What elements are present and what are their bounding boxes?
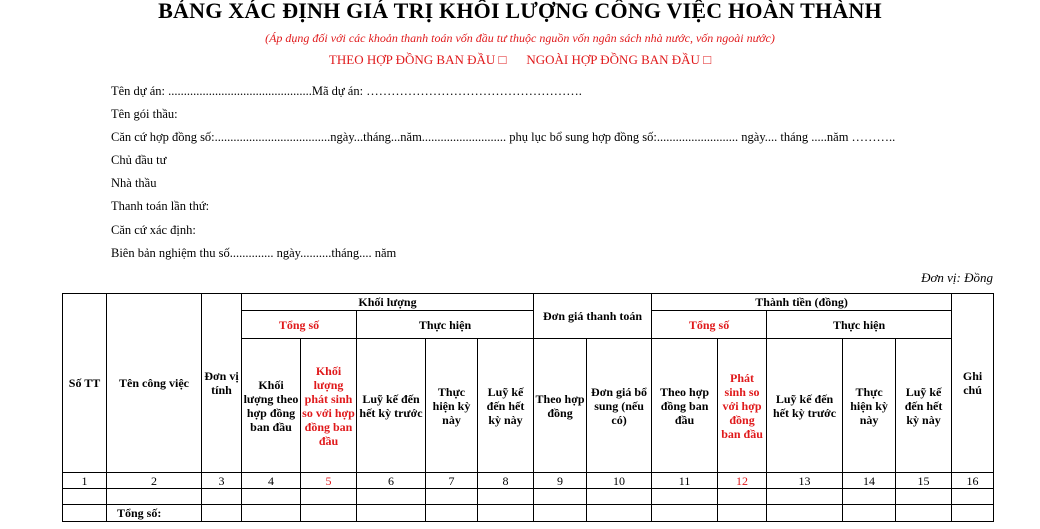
- header-note: Ghi chú: [952, 294, 994, 473]
- contractor-field: Nhà thầu: [111, 176, 157, 190]
- column-number: 11: [652, 473, 718, 489]
- document-subtitle: (Áp dụng đối với các khoản thanh toán vốn đầu tư thuộc nguồn vốn ngân sách nhà nước, vốn ngoài nước): [265, 31, 775, 45]
- investor-field: Chủ đầu tư: [111, 153, 167, 167]
- contract-basis-field: Căn cứ hợp đồng số:.....................................ngày...tháng...năm........................... phụ lục bổ sung hợp đồng số:.......................... ngày.... tháng .....năm ………..: [111, 130, 896, 144]
- header-stt: Số TT: [63, 294, 107, 473]
- header-volume-total: Tổng số: [242, 311, 357, 339]
- column-number: 1: [63, 473, 107, 489]
- currency-unit-note: Đơn vị: Đồng: [921, 270, 993, 285]
- payment-number-field: Thanh toán lần thứ:: [111, 199, 210, 213]
- column-number: 14: [843, 473, 896, 489]
- header-volume-group: Khối lượng: [242, 294, 534, 311]
- column-number: 16: [952, 473, 994, 489]
- header-volume-arising: Khối lượng phát sinh so với hợp đồng ban đầu: [301, 339, 357, 473]
- header-amount-this-period: Thực hiện kỳ này: [843, 339, 896, 473]
- determination-basis-field: Căn cứ xác định:: [111, 223, 196, 237]
- column-number: 4: [242, 473, 301, 489]
- header-volume-original: Khối lượng theo hợp đồng ban đầu: [242, 339, 301, 473]
- column-number: 3: [202, 473, 242, 489]
- header-task-name: Tên công việc: [107, 294, 202, 473]
- column-number-row: [63, 473, 994, 489]
- contract-type-line: [0, 52, 1040, 68]
- header-price-addendum: Đơn giá bổ sung (nếu có): [587, 339, 652, 473]
- column-number: 5: [301, 473, 357, 489]
- header-amount-arising: Phát sinh so với hợp đồng ban đầu: [718, 339, 767, 473]
- contract-outside-option[interactable]: NGOÀI HỢP ĐỒNG BAN ĐẦU □: [526, 52, 712, 67]
- volume-value-table: [62, 293, 994, 522]
- column-number: 2: [107, 473, 202, 489]
- column-number: 7: [426, 473, 478, 489]
- column-number: 10: [587, 473, 652, 489]
- header-amount-cumulative-this: Luỹ kế đến hết kỳ này: [896, 339, 952, 473]
- column-number: 15: [896, 473, 952, 489]
- acceptance-record-field: Biên bản nghiệm thu số.............. ngày..........tháng.... năm: [111, 246, 397, 260]
- document-title: BẢNG XÁC ĐỊNH GIÁ TRỊ KHỐI LƯỢNG CÔNG VIỆC HOÀN THÀNH: [158, 0, 882, 23]
- header-volume-cumulative-this: Luỹ kế đến hết kỳ này: [478, 339, 534, 473]
- header-amount-original: Theo hợp đồng ban đầu: [652, 339, 718, 473]
- header-price-contract: Theo hợp đồng: [534, 339, 587, 473]
- package-name-field: Tên gói thầu:: [111, 107, 178, 121]
- total-label: Tổng số:: [107, 505, 202, 522]
- total-row: [63, 505, 994, 522]
- header-unit: Đơn vị tính: [202, 294, 242, 473]
- column-number: 13: [767, 473, 843, 489]
- column-number: 12: [718, 473, 767, 489]
- header-price-group: Đơn giá thanh toán: [534, 294, 652, 339]
- project-name-field: Tên dự án: ..............................................Mã dự án: …………………………………………….: [111, 84, 582, 98]
- table-row: [63, 489, 994, 505]
- contract-original-option[interactable]: THEO HỢP ĐỒNG BAN ĐẦU □: [328, 52, 507, 67]
- column-number: 6: [357, 473, 426, 489]
- header-volume-actual: Thực hiện: [357, 311, 534, 339]
- header-amount-group: Thành tiền (đồng): [652, 294, 952, 311]
- header-amount-cumulative-prev: Luỹ kế đến hết kỳ trước: [767, 339, 843, 473]
- column-number: 8: [478, 473, 534, 489]
- header-volume-this-period: Thực hiện kỳ này: [426, 339, 478, 473]
- header-volume-cumulative-prev: Luỹ kế đến hết kỳ trước: [357, 339, 426, 473]
- header-amount-actual: Thực hiện: [767, 311, 952, 339]
- column-number: 9: [534, 473, 587, 489]
- header-amount-total: Tổng số: [652, 311, 767, 339]
